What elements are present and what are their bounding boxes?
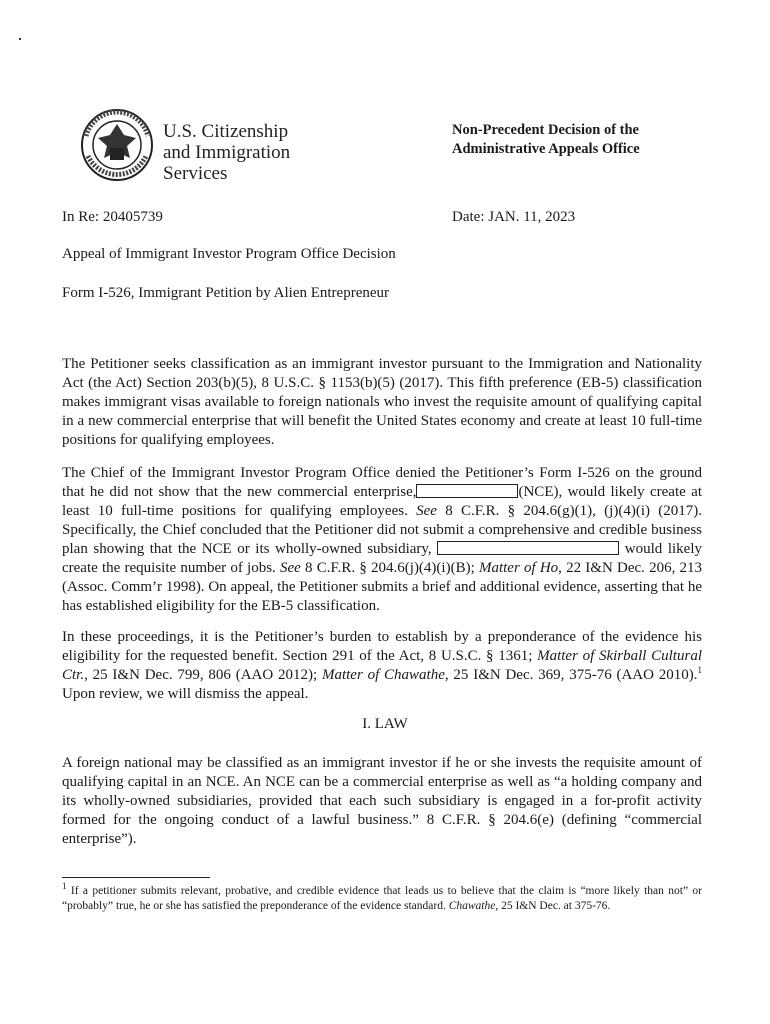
form-line: Form I-526, Immigrant Petition by Alien Entrepreneur — [62, 285, 390, 301]
agency-line-3: Services — [163, 163, 228, 184]
footnote-ref: 1 — [697, 665, 703, 675]
appeal-line: Appeal of Immigrant Investor Program Office Decision — [62, 246, 396, 262]
agency-name — [163, 121, 290, 184]
agency-line-2: and Immigration — [163, 142, 291, 163]
redaction-box — [437, 541, 619, 555]
dhs-seal-icon — [80, 108, 154, 182]
paragraph-law: A foreign national may be classified as an immigrant investor if he or she invests the requisite amount of qualifying capital in an NCE. An NCE can be a commercial enterprise as well as “a holding company and its wholly-owned subsidiaries, provided that each such subsidiary is engaged in a for-profit activity formed for the ongoing conduct of a lawful business.” 8 C.F.R. § 204.6(e) (defining “commercial enterprise”). — [62, 755, 702, 847]
redaction-box — [416, 484, 518, 498]
paragraph-denial: The Chief of the Immigrant Investor Program Office denied the Petitioner’s Form I-526 on the ground that he did not show that the new commercial enterprise, (NCE), would likely create at least 10 full-time positions for qualifying employees. See 8 C.F.R. § 204.6(g)(1), (j)(4)(i) (2017). Specifically, the Chief concluded that the Petitioner did not submit a comprehensive and credible business plan showing that the NCE or its wholly-owned subsidiary, would likely create the requisite number of jobs. See 8 C.F.R. § 204.6(j)(4)(i)(B); Matter of Ho, 22 I&N Dec. 206, 213 (Assoc. Comm’r 1998). On appeal, the Petitioner submits a brief and additional evidence, asserting that he has established eligibility for the EB-5 classification. — [62, 465, 703, 614]
scan-speck — [19, 38, 21, 40]
case-number: In Re: 20405739 — [62, 209, 163, 225]
paragraph-burden: In these proceedings, it is the Petitioner’s burden to establish by a preponderance of the evidence his eligibility for the requested benefit. Section 291 of the Act, 8 U.S.C. § 1361; Matter of Skirball Cultural Ctr., 25 I&N Dec. 799, 806 (AAO 2012); Matter of Chawathe, 25 I&N Dec. 369, 375-76 (AAO 2010).$^1$ Upon review, we will dismiss the appeal. — [62, 629, 703, 702]
agency-line-1: U.S. Citizenship — [163, 121, 289, 142]
paragraph-intro: The Petitioner seeks classification as an immigrant investor pursuant to the Immigration and Nationality Act (the Act) Section 203(b)(5), 8 U.S.C. § 1153(b)(5) (2017). This fifth preference (EB-5) classification makes immigrant visas available to foreign nationals who invest the requisite amount of qualifying capital in a new commercial enterprise that will benefit the United States economy and create at least 10 full-time positions for qualifying employees. — [62, 356, 702, 448]
decision-line-1: Non-Precedent Decision of the — [452, 122, 639, 138]
section-heading: I. LAW — [362, 716, 408, 732]
decision-date: Date: JAN. 11, 2023 — [452, 209, 576, 225]
decision-line-2: Administrative Appeals Office — [452, 141, 640, 157]
footnote-divider — [62, 877, 210, 878]
footnote: $^1$ If a petitioner submits relevant, probative, and credible evidence that leads us to believe that the claim is “more likely than not” or “probably” true, he or she has satisfied the preponderance of the evidence standard. Chawathe, 25 I&N Dec. at 375-76. — [62, 881, 702, 912]
decision-type — [452, 121, 640, 159]
